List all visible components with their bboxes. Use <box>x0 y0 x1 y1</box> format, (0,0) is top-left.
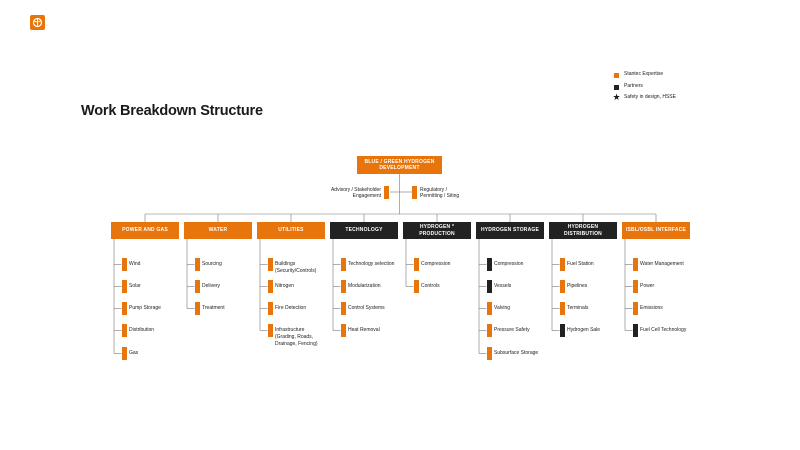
item-marker <box>122 280 127 293</box>
list-item: Heat Removal <box>348 327 380 333</box>
list-item: Controls <box>421 283 440 289</box>
list-item: Emissions <box>640 305 663 311</box>
legend-label: Partners <box>624 82 643 89</box>
category-box <box>257 222 325 239</box>
list-item: Nitrogen <box>275 283 294 289</box>
list-item: Valving <box>494 305 511 311</box>
side-item-regulatory: Regulatory / Permitting / Siting <box>420 186 460 200</box>
list-item: Sourcing <box>202 261 222 267</box>
legend-label: Stantec Expertise <box>624 71 664 77</box>
page-title: Work Breakdown Structure <box>81 103 263 119</box>
list-item: Technology selection <box>348 261 395 267</box>
item-marker <box>560 258 565 271</box>
list-item: Solar <box>129 283 141 289</box>
list-item: Compression <box>421 261 451 267</box>
root-node <box>357 156 442 174</box>
legend-label: Safety in design, HSSE <box>624 94 676 100</box>
category-box-label: HYDROGEN DISTRIBUTION <box>564 224 602 237</box>
category-box <box>184 222 252 239</box>
list-item: Distribution <box>129 327 155 333</box>
item-marker <box>487 347 492 360</box>
list-item: Fuel Cell Technology <box>640 327 687 333</box>
category-box-label: WATER <box>208 227 228 234</box>
list-item: Delivery <box>202 283 221 289</box>
item-marker <box>560 324 565 337</box>
list-item: Pressure Safety <box>494 327 530 333</box>
list-item: Hydrogen Sale <box>567 327 601 333</box>
list-item: Gas <box>129 350 139 356</box>
item-marker <box>487 324 492 337</box>
item-marker <box>268 302 273 315</box>
category-box <box>403 222 471 239</box>
category-box-label: UTILITIES <box>278 227 304 234</box>
item-marker <box>633 280 638 293</box>
item-marker <box>414 258 419 271</box>
item-marker <box>560 302 565 315</box>
category-box <box>622 222 690 239</box>
side-item-advisory: Advisory / Stakeholder Engagement <box>330 186 381 200</box>
side-item-marker <box>412 186 417 199</box>
list-item: Infrastructure (Grading, Roads, Drainage, Fencing) <box>275 327 318 347</box>
list-item: Modularization <box>348 283 381 289</box>
category-box-label: HYDROGEN * PRODUCTION <box>419 224 455 237</box>
list-item: Vessels <box>494 283 512 289</box>
list-item: Compression <box>494 261 524 267</box>
list-item: Pump Storage <box>129 305 161 311</box>
item-marker <box>122 302 127 315</box>
star-icon: ★ <box>612 92 621 102</box>
item-marker <box>122 258 127 271</box>
item-marker <box>487 302 492 315</box>
list-item: Wind <box>129 261 141 267</box>
category-box <box>549 222 617 239</box>
item-marker <box>122 347 127 360</box>
list-item: Power <box>640 283 655 289</box>
list-item: Fire Detection <box>275 305 307 311</box>
category-box-label: TECHNOLOGY <box>345 227 383 234</box>
item-marker <box>268 258 273 271</box>
item-marker <box>633 302 638 315</box>
list-item: Terminals <box>567 305 589 311</box>
item-marker <box>268 280 273 293</box>
item-marker <box>341 280 346 293</box>
item-marker <box>633 324 638 337</box>
item-marker <box>633 258 638 271</box>
list-item: Subsurface Storage <box>494 350 539 356</box>
item-marker <box>341 258 346 271</box>
category-box <box>111 222 179 239</box>
item-marker <box>195 258 200 271</box>
item-marker <box>122 324 127 337</box>
item-marker <box>341 302 346 315</box>
category-box-label: ISBL/OSBL INTERFACE <box>625 227 687 234</box>
item-marker <box>341 324 346 337</box>
item-marker <box>487 280 492 293</box>
category-box-label: POWER AND GAS <box>122 227 168 234</box>
item-marker <box>268 324 273 337</box>
side-item-marker <box>384 186 389 199</box>
list-item: Pipelines <box>567 283 588 289</box>
item-marker <box>195 302 200 315</box>
list-item: Fuel Station <box>567 261 594 267</box>
category-box <box>330 222 398 239</box>
list-item: Water Management <box>640 261 684 267</box>
list-item: Buildings (Security/Controls) <box>275 261 317 274</box>
category-box <box>476 222 544 239</box>
root-node-label: BLUE / GREEN HYDROGEN DEVELOPMENT <box>364 158 435 171</box>
item-marker <box>414 280 419 293</box>
list-item: Control Systems <box>348 305 385 311</box>
category-box-label: HYDROGEN STORAGE <box>480 227 540 234</box>
item-marker <box>195 280 200 293</box>
item-marker <box>560 280 565 293</box>
list-item: Treatment <box>202 305 225 311</box>
item-marker <box>487 258 492 271</box>
